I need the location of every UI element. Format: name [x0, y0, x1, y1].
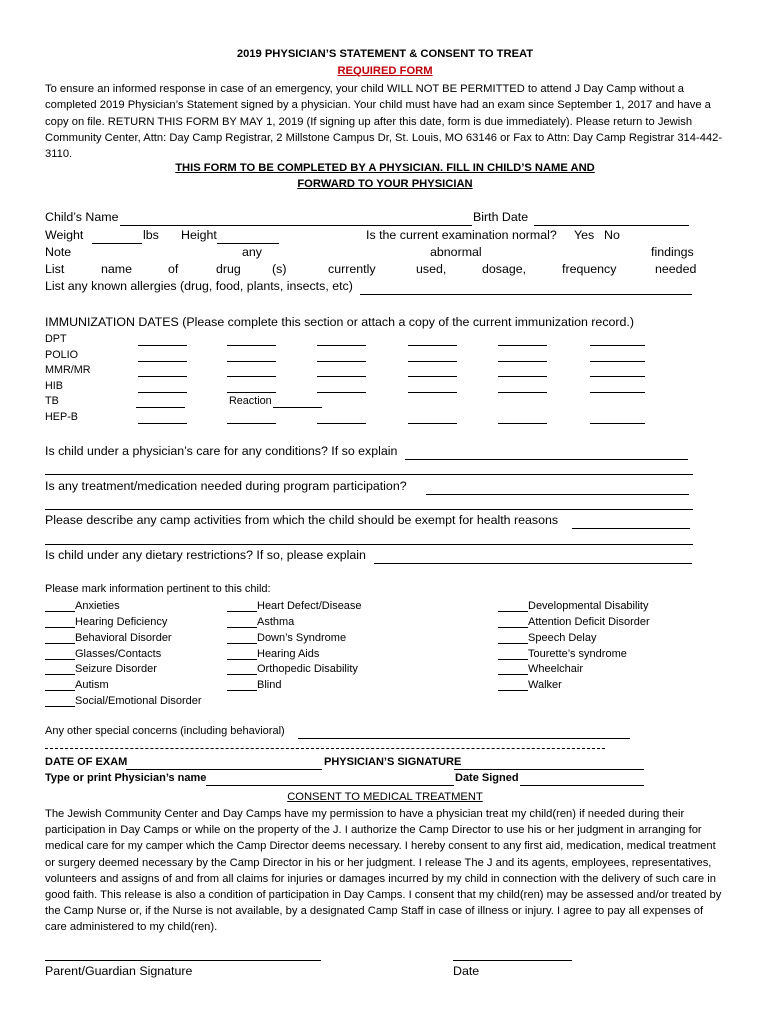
height-label: Height	[181, 228, 217, 242]
condition-item[interactable]: Down’s Syndrome	[227, 631, 346, 644]
condition-item[interactable]: Walker	[498, 678, 562, 691]
list-word: List	[45, 262, 65, 276]
physician-name-label: Type or print Physician’s name	[45, 772, 207, 784]
parent-signature-label: Parent/Guardian Signature	[45, 964, 193, 978]
immunization-hib: HIB	[45, 380, 63, 392]
immunization-date-field[interactable]	[138, 392, 187, 393]
immunization-dpt: DPT	[45, 333, 67, 345]
list-word: (s)	[272, 262, 287, 276]
condition-item[interactable]: Behavioral Disorder	[45, 631, 172, 644]
immunization-date-field[interactable]	[227, 392, 276, 393]
list-word: used,	[416, 262, 447, 276]
immunization-date-field[interactable]	[138, 376, 187, 377]
condition-item[interactable]: Asthma	[227, 615, 294, 628]
immunization-date-field[interactable]	[227, 423, 276, 424]
condition-item[interactable]: Glasses/Contacts	[45, 647, 161, 660]
birth-date-field[interactable]	[534, 225, 689, 226]
note-word: any	[242, 245, 262, 259]
answer-field[interactable]	[45, 474, 693, 475]
list-word: of	[168, 262, 179, 276]
required-form-label: REQUIRED FORM	[337, 65, 433, 77]
answer-field[interactable]	[426, 494, 689, 495]
consent-heading: CONSENT TO MEDICAL TREATMENT	[287, 791, 483, 803]
allergies-field[interactable]	[360, 294, 692, 295]
condition-item[interactable]: Anxieties	[45, 599, 120, 612]
note-word: findings	[651, 245, 694, 259]
immunization-date-field[interactable]	[317, 423, 366, 424]
answer-field[interactable]	[572, 528, 690, 529]
list-word: currently	[328, 262, 376, 276]
immunization-date-field[interactable]	[590, 376, 645, 377]
condition-item[interactable]: Tourette’s syndrome	[498, 647, 627, 660]
question-physician-care: Is child under a physician’s care for any conditions? If so explain	[45, 444, 398, 458]
question-dietary: Is child under any dietary restrictions? If so, please explain	[45, 548, 366, 562]
immunization-date-field[interactable]	[138, 423, 187, 424]
immunization-polio: POLIO	[45, 349, 79, 361]
immunization-date-field[interactable]	[317, 361, 366, 362]
immunization-date-field[interactable]	[138, 345, 187, 346]
immunization-date-field[interactable]	[227, 361, 276, 362]
immunization-date-field[interactable]	[408, 376, 457, 377]
immunization-hepb: HEP-B	[45, 411, 78, 423]
immunization-tb: TB	[45, 395, 59, 407]
other-concerns-field[interactable]	[298, 738, 630, 739]
question-exempt-activities: Please describe any camp activities from which the child should be exempt for health reasons	[45, 513, 559, 527]
immunization-date-field[interactable]	[408, 361, 457, 362]
note-word: Note	[45, 245, 72, 259]
immunization-date-field[interactable]	[498, 376, 547, 377]
immunization-date-field[interactable]	[227, 345, 276, 346]
note-word: abnormal	[430, 245, 482, 259]
date-of-exam-field[interactable]	[126, 769, 322, 770]
answer-field[interactable]	[45, 544, 693, 545]
date-signed-label: Date Signed	[455, 772, 519, 784]
immunization-date-field[interactable]	[498, 392, 547, 393]
other-concerns-label: Any other special concerns (including behavioral)	[45, 725, 285, 737]
dashed-divider	[45, 748, 605, 749]
immunization-date-field[interactable]	[590, 345, 645, 346]
yes-option[interactable]: Yes	[574, 228, 595, 242]
condition-item[interactable]: Orthopedic Disability	[227, 662, 358, 675]
birth-date-label: Birth Date	[473, 210, 529, 224]
immunization-date-field[interactable]	[590, 361, 645, 362]
immunization-date-field[interactable]	[136, 407, 185, 408]
conditions-heading: Please mark information pertinent to this child:	[45, 583, 271, 595]
immunization-date-field[interactable]	[590, 392, 645, 393]
list-word: drug	[216, 262, 241, 276]
physician-name-field[interactable]	[206, 785, 454, 786]
immunization-mmr: MMR/MR	[45, 364, 91, 376]
answer-field[interactable]	[405, 459, 688, 460]
immunization-heading: IMMUNIZATION DATES (Please complete this section or attach a copy of the current immunization record.)	[45, 315, 634, 329]
childs-name-label: Child’s Name	[45, 210, 119, 224]
date-signed-field[interactable]	[520, 785, 644, 786]
immunization-date-field[interactable]	[498, 345, 547, 346]
question-treatment: Is any treatment/medication needed during program participation?	[45, 479, 407, 493]
immunization-date-field[interactable]	[498, 361, 547, 362]
consent-date-label: Date	[453, 964, 480, 978]
immunization-date-field[interactable]	[408, 423, 457, 424]
immunization-date-field[interactable]	[317, 345, 366, 346]
immunization-date-field[interactable]	[227, 376, 276, 377]
list-word: needed	[655, 262, 697, 276]
weight-field[interactable]	[92, 243, 142, 244]
immunization-date-field[interactable]	[317, 376, 366, 377]
intro-paragraph: To ensure an informed response in case of an emergency, your child WILL NOT BE PERMITTED to attend J Day Camp without a completed 2019 Physician’s Statement signed by a physician. Your child must have had an exam since September 1, 2017 and have a copy on file. RETURN THIS FORM BY MAY 1, 2019 (If signing up after this date, form is due immediately). Please return to Jewish Community Center, Attn: Day Camp Registrar, 2 Millstone Campus Dr, St. Louis, MO 63146 or Fax to Attn: Day Camp Registrar 314-442-3110.	[45, 83, 723, 161]
consent-date-field[interactable]	[453, 960, 572, 961]
immunization-date-field[interactable]	[138, 361, 187, 362]
physician-signature-field[interactable]	[454, 769, 644, 770]
reaction-label: Reaction	[229, 395, 272, 407]
list-word: dosage,	[482, 262, 527, 276]
childs-name-field[interactable]	[120, 225, 472, 226]
instruction-line-2: FORWARD TO YOUR PHYSICIAN	[297, 178, 473, 190]
condition-item[interactable]: Speech Delay	[498, 631, 597, 644]
condition-item[interactable]: Attention Deficit Disorder	[498, 615, 650, 628]
condition-item[interactable]: Autism	[45, 678, 109, 691]
immunization-date-field[interactable]	[317, 392, 366, 393]
date-of-exam-label: DATE OF EXAM	[45, 756, 128, 768]
form-title: 2019 PHYSICIAN’S STATEMENT & CONSENT TO TREAT	[236, 48, 534, 60]
condition-item[interactable]: Social/Emotional Disorder	[45, 694, 202, 707]
condition-item[interactable]: Hearing Aids	[227, 647, 319, 660]
instruction-line-1: THIS FORM TO BE COMPLETED BY A PHYSICIAN. FILL IN CHILD’S NAME AND	[175, 162, 595, 174]
reaction-field[interactable]	[273, 407, 322, 408]
exam-normal-question: Is the current examination normal?	[366, 228, 557, 242]
allergies-label: List any known allergies (drug, food, plants, insects, etc)	[45, 279, 353, 293]
condition-item[interactable]: Heart Defect/Disease	[227, 599, 362, 612]
parent-signature-field[interactable]	[45, 960, 321, 961]
condition-item[interactable]: Hearing Deficiency	[45, 615, 167, 628]
condition-item[interactable]: Seizure Disorder	[45, 662, 157, 675]
answer-field[interactable]	[374, 563, 692, 564]
condition-item[interactable]: Developmental Disability	[498, 599, 648, 612]
weight-label: Weight	[45, 228, 84, 242]
consent-paragraph: The Jewish Community Center and Day Camps have my permission to have a physician treat my child(ren) if needed during their participation in Day Camps or while on the property of the J. I authorize the Camp Director to use his or her judgment in arranging for medical care for my camper which the Camp Director deems necessary. I hereby consent to any first aid, medication, medical treatment or surgery deemed necessary by the Camp Director in his or her judgment. I release The J and its agents, employees, representatives, volunteers and assigns of and from all claims for injuries or damages incurred by my child in connection with the delivery of such care in good faith. This release is also a condition of participation in Day Camps. I consent that my child(ren) may be assessed and/or treated by the Camp Nurse or, if the Nurse is not available, by a designated Camp Staff in case of illness or injury. I agree to pay all expenses of care administered to my child(ren).	[45, 808, 722, 934]
list-word: name	[101, 262, 132, 276]
lbs-label: lbs	[143, 228, 159, 242]
list-word: frequency	[562, 262, 617, 276]
immunization-date-field[interactable]	[408, 392, 457, 393]
answer-field[interactable]	[45, 509, 693, 510]
immunization-date-field[interactable]	[408, 345, 457, 346]
physician-signature-label: PHYSICIAN’S SIGNATURE	[324, 756, 462, 768]
no-option[interactable]: No	[604, 228, 620, 242]
immunization-date-field[interactable]	[498, 423, 547, 424]
immunization-date-field[interactable]	[590, 423, 645, 424]
condition-item[interactable]: Blind	[227, 678, 281, 691]
height-field[interactable]	[217, 243, 279, 244]
condition-item[interactable]: Wheelchair	[498, 662, 583, 675]
